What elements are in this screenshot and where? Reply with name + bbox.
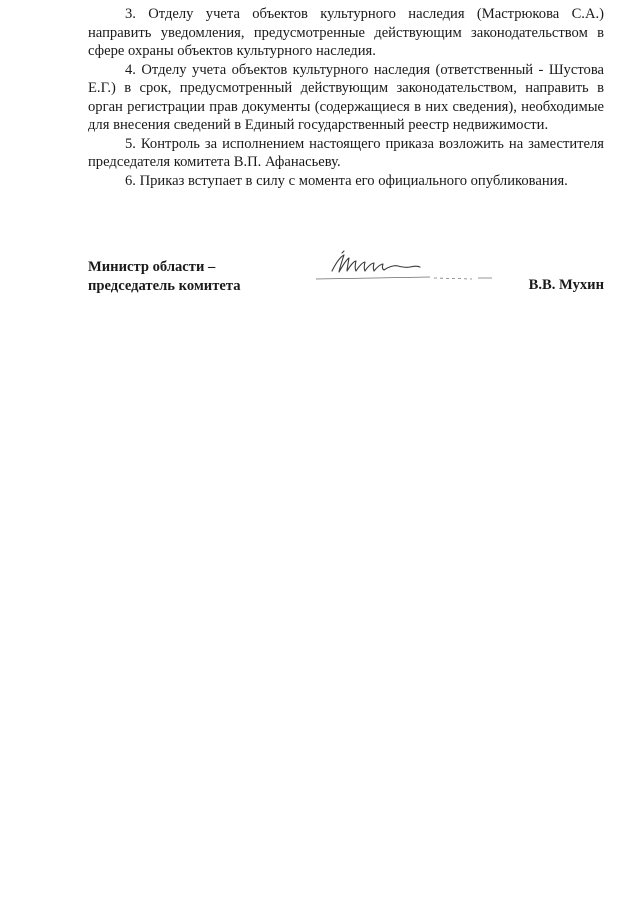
signatory-title-line1: Министр области –: [88, 259, 216, 275]
paragraph-5: 5. Контроль за исполнением настоящего приказа возложить на заместителя председателя комитета В.П. Афанасьеву.: [88, 135, 604, 170]
signatory-title: [88, 258, 241, 295]
signatory-name: В.В. Мухин: [528, 277, 604, 293]
paragraph-6: 6. Приказ вступает в силу с момента его официального опубликования.: [125, 172, 568, 189]
paragraph-3: 3. Отделу учета объектов культурного наследия (Мастрюкова С.А.) направить уведомления, предусмотренные действующим законодательством в сфере охраны объектов культурного наследия.: [88, 6, 604, 59]
document-body: [88, 5, 604, 190]
signatory-title-line2: председатель комитета: [88, 277, 241, 294]
handwritten-signature: [302, 249, 502, 289]
paragraph-4: 4. Отделу учета объектов культурного наследия (ответственный - Шустова Е.Г.) в срок, предусмотренный действующим законодательством, направить в орган регистрации прав документы (содержащиеся в них сведения), необходимые для внесения сведений в Единый государственный реестр недвижимости.: [88, 61, 604, 133]
signature-block: [88, 255, 604, 295]
